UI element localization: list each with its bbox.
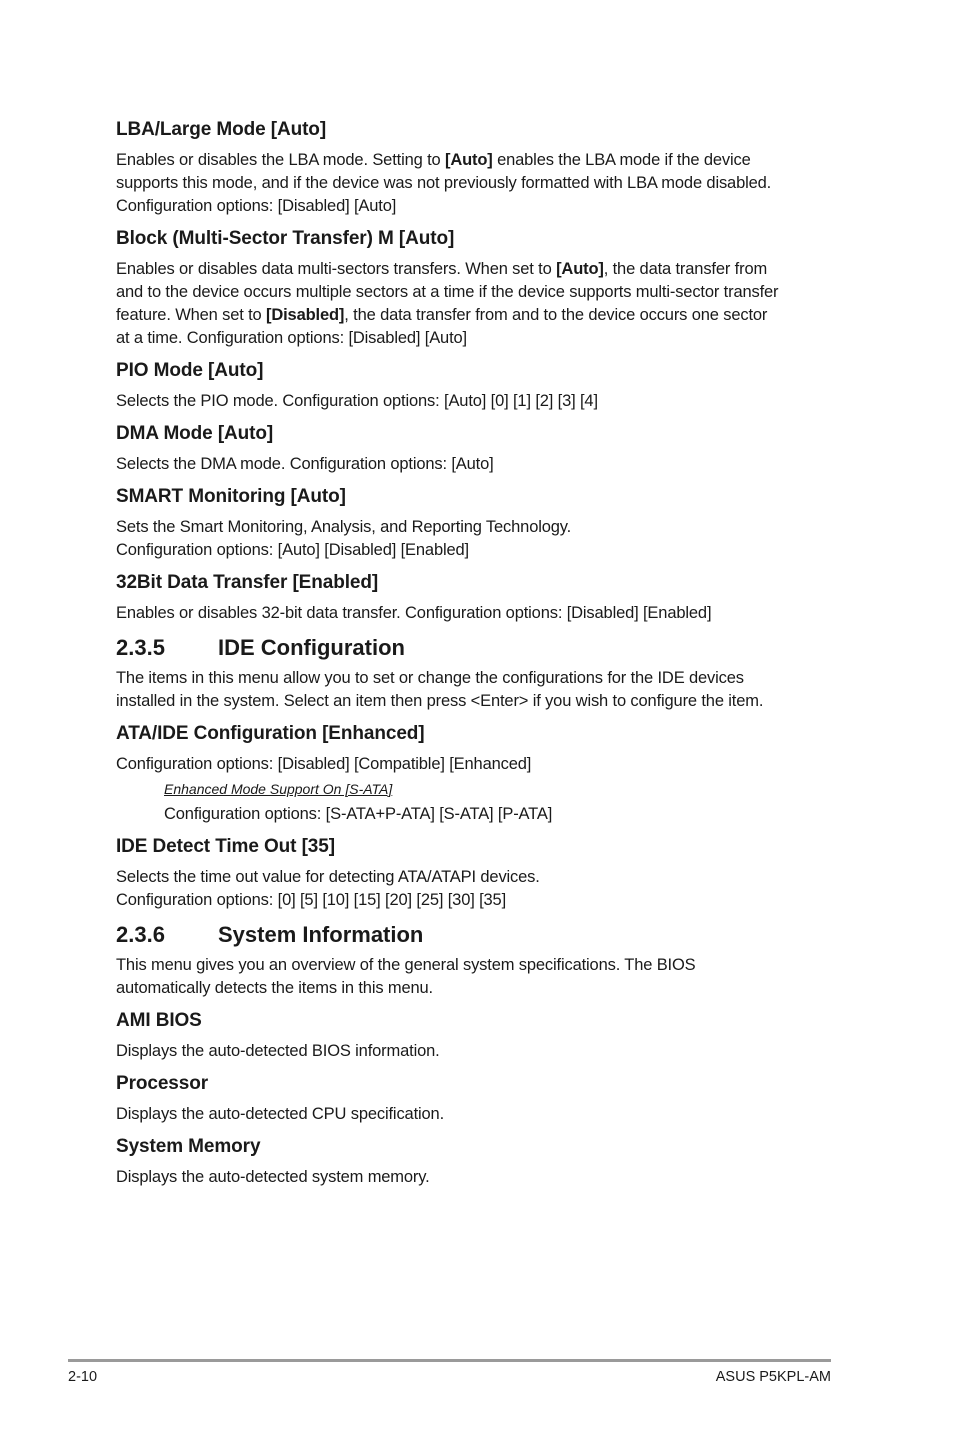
- ide-detect-timeout-description: Selects the time out value for detecting ATA/ATAPI devices. Configuration options: [0] [5] [10] [15] [20] [25] [30] [35]: [116, 868, 540, 909]
- enhanced-mode-support-options: Configuration options: [S-ATA+P-ATA] [S-ATA] [P-ATA]: [164, 805, 553, 823]
- ami-bios-description: Displays the auto-detected BIOS information.: [116, 1042, 440, 1060]
- section-title: System Information: [218, 922, 424, 947]
- block-transfer-heading: Block (Multi-Sector Transfer) M [Auto]: [116, 228, 455, 249]
- smart-monitoring-heading: SMART Monitoring [Auto]: [116, 486, 346, 507]
- ide-configuration-section-title: [116, 634, 832, 662]
- ata-ide-config-description: Configuration options: [Disabled] [Compatible] [Enhanced]: [116, 755, 532, 773]
- product-name: ASUS P5KPL-AM: [715, 1369, 831, 1385]
- pio-mode-heading: PIO Mode [Auto]: [116, 360, 264, 381]
- manual-page-content: [116, 118, 832, 1198]
- block-transfer-description: Enables or disables data multi-sectors transfers. When set to [Auto], the data transfer from and to the device occurs multiple sectors at a time if the device supports multi-sector transfer feature. When set to [Disabled], the data transfer from and to the device occurs one sector at a time. Configuration options: [Disabled] [Auto]: [116, 260, 779, 347]
- section-title: IDE Configuration: [218, 635, 405, 660]
- pio-mode-description: Selects the PIO mode. Configuration options: [Auto] [0] [1] [2] [3] [4]: [116, 392, 598, 410]
- section-number: 2.3.6: [116, 922, 165, 947]
- footer-divider: [68, 1359, 831, 1362]
- 32bit-transfer-description: Enables or disables 32-bit data transfer. Configuration options: [Disabled] [Enabled]: [116, 604, 712, 622]
- system-memory-description: Displays the auto-detected system memory.: [116, 1168, 430, 1186]
- lba-mode-description: Enables or disables the LBA mode. Setting to [Auto] enables the LBA mode if the device supports this mode, and if the device was not previously formatted with LBA mode disabled. Configuration options: [Disabled] [Auto]: [116, 151, 772, 215]
- section-number: 2.3.5: [116, 635, 165, 660]
- system-information-section-title: [116, 921, 832, 949]
- system-memory-heading: System Memory: [116, 1136, 261, 1157]
- processor-description: Displays the auto-detected CPU specification.: [116, 1105, 445, 1123]
- enhanced-mode-support-label: Enhanced Mode Support On [S-ATA]: [164, 781, 393, 797]
- dma-mode-heading: DMA Mode [Auto]: [116, 423, 274, 444]
- ide-detect-timeout-heading: IDE Detect Time Out [35]: [116, 836, 335, 857]
- system-information-intro: This menu gives you an overview of the general system specifications. The BIOS automatically detects the items in this menu.: [116, 956, 696, 997]
- ami-bios-heading: AMI BIOS: [116, 1010, 202, 1031]
- ata-ide-config-heading: ATA/IDE Configuration [Enhanced]: [116, 723, 425, 744]
- lba-mode-heading: LBA/Large Mode [Auto]: [116, 119, 327, 140]
- smart-monitoring-description: Sets the Smart Monitoring, Analysis, and Reporting Technology. Configuration options: [Auto] [Disabled] [Enabled]: [116, 518, 572, 559]
- processor-heading: Processor: [116, 1073, 209, 1094]
- ide-configuration-intro: The items in this menu allow you to set or change the configurations for the IDE devices installed in the system. Select an item then press <Enter> if you wish to configure the item.: [116, 669, 764, 710]
- dma-mode-description: Selects the DMA mode. Configuration options: [Auto]: [116, 455, 494, 473]
- page-number: 2-10: [68, 1369, 98, 1385]
- 32bit-transfer-heading: 32Bit Data Transfer [Enabled]: [116, 572, 379, 593]
